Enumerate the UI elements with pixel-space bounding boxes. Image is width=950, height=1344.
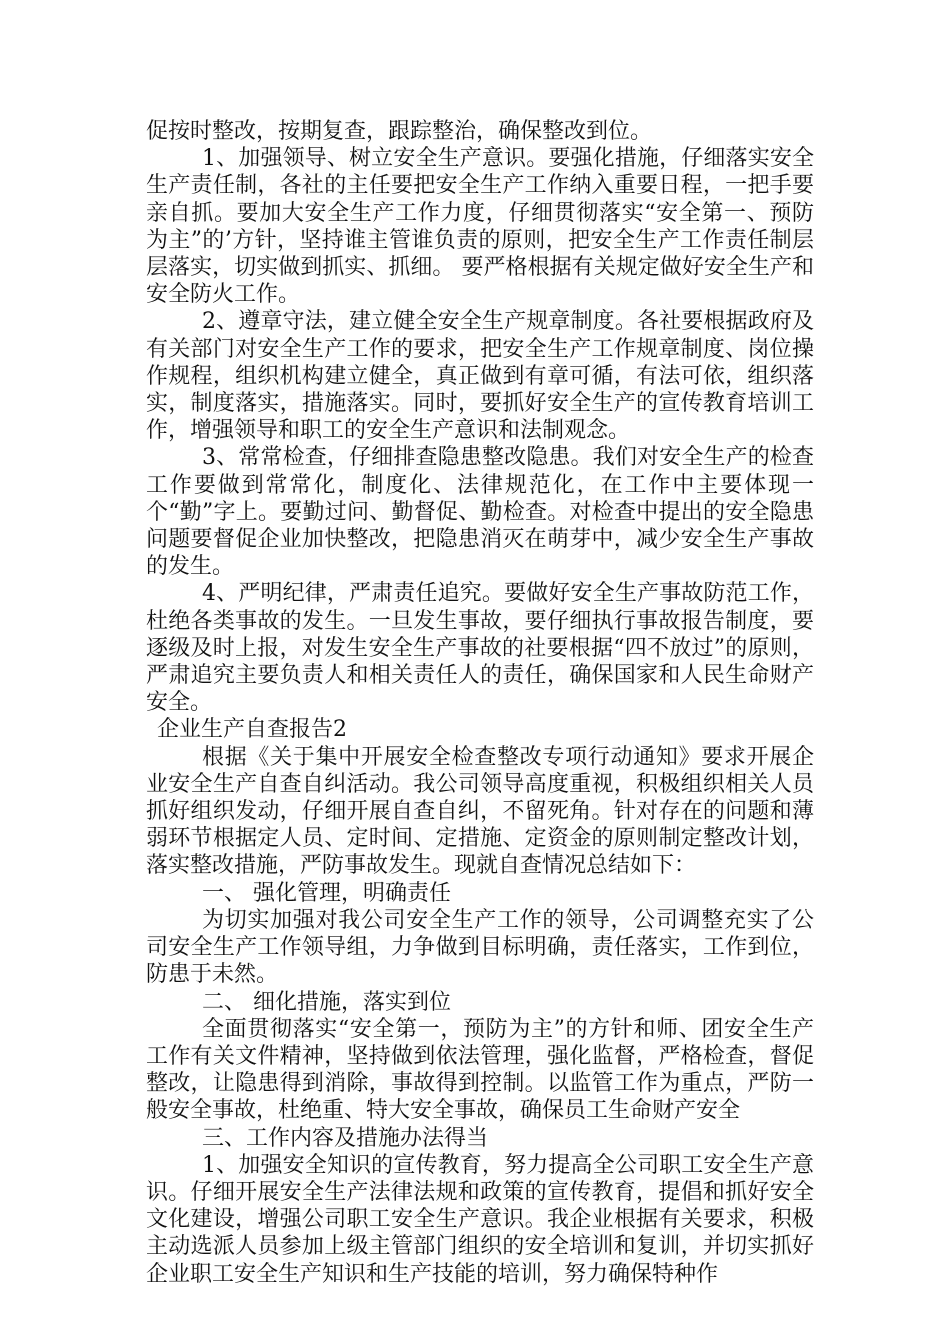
paragraph: 3、常常检查，仔细排查隐患整改隐患。我们对安全生产的检查工作要做到常常化，制度化、法律规范化，在工作中主要体现一个“勤”字上。要勤过问、勤督促、勤检查。对检查中提出的安全隐患问题要督促企业加快整改，把隐患消灭在萌芽中，减少安全生产事故的发生。: [146, 445, 814, 580]
section-heading: 二、 细化措施，落实到位: [202, 989, 451, 1015]
section-heading: 一、 强化管理，明确责任: [202, 880, 451, 906]
paragraph: 促按时整改，按期复查，跟踪整治，确保整改到位。: [146, 119, 653, 144]
paragraph: 为切实加强对我公司安全生产工作的领导，公司调整充实了公司安全生产工作领导组，力争做到目标明确，责任落实，工作到位，防患于未然。: [146, 907, 814, 988]
document-body: [146, 118, 814, 1288]
paragraph: 2、遵章守法，建立健全安全生产规章制度。各社要根据政府及有关部门对安全生产工作的要求，把安全生产工作规章制度、岗位操作规程，组织机构建立健全，真正做到有章可循，有法可依，组织落实，制度落实，措施落实。同时，要抓好安全生产的宣传教育培训工作，增强领导和职工的安全生产意识和法制观念。: [146, 309, 814, 444]
paragraph: 4、严明纪律，严肃责任追究。要做好安全生产事故防范工作，杜绝各类事故的发生。一旦发生事故，要仔细执行事故报告制度，要逐级及时上报，对发生安全生产事故的社要根据“四不放过”的原则，严肃追究主要负责人和相关责任人的责任，确保国家和人民生命财产安全。: [146, 581, 814, 716]
paragraph: 1、加强领导、树立安全生产意识。要强化措施，仔细落实安全生产责任制，各社的主任要把安全生产工作纳入重要日程，一把手要亲自抓。要加大安全生产工作力度，仔细贯彻落实“安全第一、预防为主”的’方针，坚持谁主管谁负责的原则，把安全生产工作责任制层层落实，切实做到抓实、抓细。 要严格根据有关规定做好安全生产和安全防火工作。: [146, 146, 814, 308]
paragraph: 全面贯彻落实“安全第一，预防为主”的方针和师、团安全生产工作有关文件精神，坚持做到依法管理，强化监督，严格检查，督促整改，让隐患得到消除，事故得到控制。以监管工作为重点，严防一般安全事故，杜绝重、特大安全事故，确保员工生命财产安全: [146, 1016, 814, 1124]
section-title: 企业生产自查报告2: [157, 717, 347, 743]
section-heading: 三、工作内容及措施办法得当: [202, 1125, 489, 1151]
paragraph: 根据《关于集中开展安全检查整改专项行动通知》要求开展企业安全生产自查自纠活动。我公司领导高度重视，积极组织相关人员抓好组织发动，仔细开展自查自纠，不留死角。针对存在的问题和薄弱环节根据定人员、定时间、定措施、定资金的原则制定整改计划，落实整改措施，严防事故发生。现就自查情况总结如下：: [146, 744, 814, 879]
paragraph: 1、加强安全知识的宣传教育，努力提高全公司职工安全生产意识。仔细开展安全生产法律法规和政策的宣传教育，提倡和抓好安全文化建设，增强公司职工安全生产意识。我企业根据有关要求，积极主动选派人员参加上级主管部门组织的安全培训和复训，并切实抓好企业职工安全生产知识和生产技能的培训，努力确保特种作: [146, 1152, 814, 1287]
